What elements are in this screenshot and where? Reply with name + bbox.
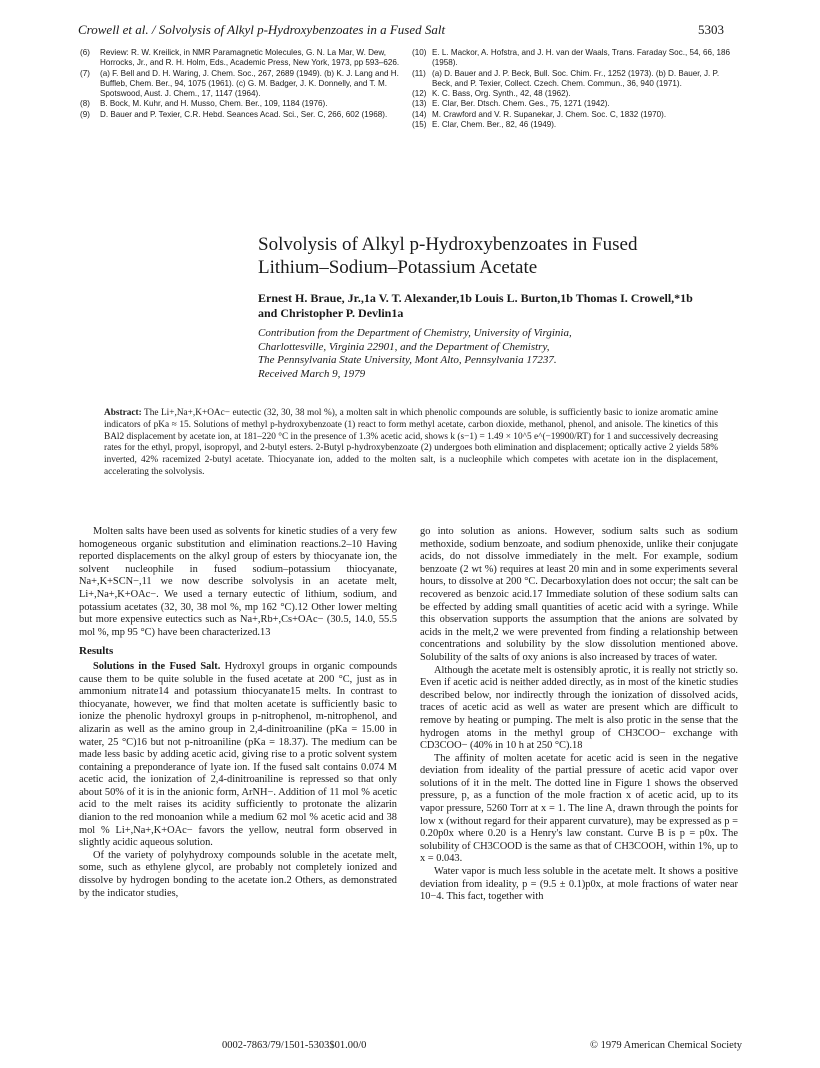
body-paragraph: The affinity of molten acetate for acetic acid is seen in the negative deviation from ideality of the partial pressure of acetic acid vapor over solutions of it in the melt. The dotted line in Figure 1 shows the observed pressure, p, as a function of the mole fraction x of acetic acid, up to its vapor pressure, 5260 Torr at x = 1. The line A, drawn through the points for low x (without regard for their apparent curvature), may be expressed as p = 0.20p0x where 0.20 is a Henry's law constant. Curve B is p = p0x. The solubility of CH3COOD is the same as that of CH3COOH, within 1%, up to x = 0.043. xyxy=(420,752,738,865)
section-heading-results: Results xyxy=(79,645,114,658)
body-paragraph: Although the acetate melt is ostensibly aprotic, it is really not strictly so. Even if acetic acid is neither added directly, as in most of the kinetic studies described below, nor indirectly through the ionization of dissolved acids, traces of acetic acid as well as water are present which are difficult to remove by heating or pumping. The melt is also protic in the sense that the hydrogen atoms in the methyl group of CH3COO− exchange with CD3COO− (40% in 10 h at 250 °C).18 xyxy=(420,664,738,752)
reference-number: (10) xyxy=(412,48,427,57)
running-head xyxy=(78,22,724,42)
reference-text: (a) F. Bell and D. H. Waring, J. Chem. Soc., 267, 2689 (1949). (b) K. J. Lang and H. Buffleb, Chem. Ber., 94, 1075 (1961). (c) G. M. Badger, J. K. Donnelly, and T. M. Spotswood, Aust. J. Chem., 17, 1147 (1964). xyxy=(100,68,399,99)
page-footer xyxy=(222,1040,742,1051)
reference-item xyxy=(80,99,408,109)
reference-number: (15) xyxy=(412,120,427,130)
reference-text: K. C. Bass, Org. Synth., 42, 48 (1962). xyxy=(432,89,571,99)
title-line-2: Lithium–Sodium–Potassium Acetate xyxy=(258,257,538,278)
reference-item xyxy=(412,89,740,99)
reference-item xyxy=(412,120,740,130)
reference-text: B. Bock, M. Kuhr, and H. Musso, Chem. Ber., 109, 1184 (1976). xyxy=(100,99,328,109)
body-column-right xyxy=(420,526,738,904)
reference-number: (12) xyxy=(412,89,427,99)
reference-item xyxy=(412,99,740,109)
running-head-title: Crowell et al. / Solvolysis of Alkyl p-Hydroxybenzoates in a Fused Salt xyxy=(78,22,446,37)
affiliation xyxy=(258,327,748,381)
reference-item xyxy=(412,48,740,69)
reference-number: (7) xyxy=(80,68,90,78)
reference-item xyxy=(80,48,408,69)
runin-heading: Solutions in the Fused Salt. xyxy=(93,660,221,672)
abstract-label: Abstract: xyxy=(104,408,142,418)
page-number: 5303 xyxy=(698,22,724,37)
article-header xyxy=(258,233,748,381)
body-paragraph: Water vapor is much less soluble in the acetate melt. It shows a positive deviation from ideality, p = (9.5 ± 0.1)p0x, at mole fractions of water near 10−4. This fact, together with xyxy=(420,866,738,903)
copyright: © 1979 American Chemical Society xyxy=(589,1040,742,1051)
reference-item xyxy=(412,69,740,90)
reference-text: E. L. Mackor, A. Hofstra, and J. H. van der Waals, Trans. Faraday Soc., 54, 66, 186 (1958). xyxy=(432,48,730,68)
affiliation-line: The Pennsylvania State University, Mont Alto, Pennsylvania 17237. xyxy=(258,354,557,367)
reference-number: (9) xyxy=(80,109,90,119)
reference-number: (11) xyxy=(412,68,426,78)
intro-paragraph: Molten salts have been used as solvents for kinetic studies of a very few homogeneous organic substitution and elimination reactions.2–10 Having reported displacements on the alkyl group of esters by thiocyanate ion, the solvent nucleophile in fused sodium–potassium thiocyanate, Na+,K+SCN−,11 we now describe solvolysis in an acetate melt, Li+,Na+,K+OAc−. We used a ternary eutectic of lithium, sodium, and potassium acetates (32, 30, 38 mol %, mp 162 °C).12 Other lower melting but more expensive eutectics such as Na+,Rb+,Cs+OAc− (30.5, 14.0, 55.5 mol %, mp 95 °C) have been characterized.13 xyxy=(79,526,397,638)
body-paragraph: Of the variety of polyhydroxy compounds soluble in the acetate melt, some, such as ethylene glycol, are probably not completely ionized and dissolve by hydrogen bonding to the acetate ion.2 Others, as demonstrated by the indicator studies, xyxy=(79,849,397,899)
reference-text: E. Clar, Chem. Ber., 82, 46 (1949). xyxy=(432,120,557,130)
body-column-left xyxy=(79,526,397,900)
reference-number: (14) xyxy=(412,109,427,119)
authors-line-1: Ernest H. Braue, Jr.,1a V. T. Alexander,1b Louis L. Burton,1b Thomas I. Crowell,*1b xyxy=(258,291,693,305)
reference-text: D. Bauer and P. Texier, C.R. Hebd. Seances Acad. Sci., Ser. C, 266, 602 (1968). xyxy=(100,109,388,119)
reference-text: (a) D. Bauer and J. P. Beck, Bull. Soc. Chim. Fr., 1252 (1973). (b) D. Bauer, J. P. Beck, and P. Texier, Collect. Czech. Chem. Commun., 36, 940 (1971). xyxy=(432,68,720,88)
reference-item xyxy=(80,69,408,100)
reference-text: M. Crawford and V. R. Supanekar, J. Chem. Soc. C, 1832 (1970). xyxy=(432,109,667,119)
reference-item xyxy=(412,110,740,120)
article-title xyxy=(258,233,748,279)
reference-text: E. Clar, Ber. Dtsch. Chem. Ges., 75, 1271 (1942). xyxy=(432,99,610,109)
abstract-text: The Li+,Na+,K+OAc− eutectic (32, 30, 38 mol %), a molten salt in which phenolic compounds are soluble, is sufficiently basic to ionize aromatic amine indicators of pKa ≈ 15. Solutions of methyl p-hydroxybenzoate (1) react to form methyl acetate, carbon dioxide, methanol, phenol, and anisole. The kinetics of this BAl2 displacement by acetate ion, at 181–220 °C in the presence of 1.3% acetic acid, shows k (s−1) = 1.49 × 10^5 e^(−19900/RT) for 1 and successively decreasing rates for the ethyl, propyl, isopropyl, and 2-butyl esters. 2-Butyl p-hydroxybenzoate (2) undergoes both elimination and displacement; optically active 2 yields 58% inverted, 42% racemized 2-butyl acetate. Thiocyanate ion, added to the molten salt, is a nucleophile which competes with acetate ion in the displacement, accelerating the solvolysis. xyxy=(104,408,719,477)
body-paragraph: go into solution as anions. However, sodium salts such as sodium methoxide, sodium benzoate, and sodium phenoxide, unlike their conjugate acids, do not dissolve immediately in the melt. For example, sodium benzoate (2 wt %) requires at least 20 min and in some experiments several hours, to dissolve at 200 °C. Decarboxylation does not occur; the salt can be recovered as benzoic acid.17 Immediate solution of these sodium salts can be effected by adding small quantities of acetic acid with a syringe. While this observation supports the assumption that the anions are solvated by acids in the melt,2 we were prevented from finding a relationship between concentrations and solubility by the slow dissolution mentioned above. Solubility of the salts of oxy anions is also increased by traces of water. xyxy=(420,526,738,663)
solutions-text: Hydroxyl groups in organic compounds cause them to be quite soluble in the fused acetate at 200 °C, just as in ammonium nitrate14 and potassium thiocyanate15 melts. In contrast to thiocyanate, however, we find that molten acetate is sufficiently basic to ionize the phenolic hydroxyl groups in p-nitrophenol, m-nitrophenol, and alizarin as well as the amino group in 2,4-dinitroaniline (pKa = 15.00 in water, 25 °C)16 but not p-nitroaniline (pKa = 18.37). The medium can be made less basic by adding acetic acid, giving rise to a protic solvent system containing a preponderance of lyate ion. If the fused salt contains 0.074 M acetic acid, the ionization of 2,4-dinitroaniline is repressed so that only about 50% of it is in the anionic form, ArNH−. Addition of 11 mol % acetic acid to the melt raises its acidity sufficiently to protonate the alizarin dianion to the red monoanion while a medium 62 mol % acetic acid and 38 mol % Li+,Na+,K+OAc− favors the yellow, neutral form observed in slightly acidic aqueous solution. xyxy=(79,660,398,849)
reference-list xyxy=(80,48,740,130)
reference-column-left xyxy=(80,48,408,130)
received-date: Received March 9, 1979 xyxy=(258,367,366,380)
reference-text: Review: R. W. Kreilick, in NMR Paramagnetic Molecules, G. N. La Mar, W. Dew, Horrocks, Jr., and R. H. Holm, Eds., Academic Press, New York, 1973, pp 593–626. xyxy=(100,48,400,68)
article-code: 0002-7863/79/1501-5303$01.00/0 xyxy=(222,1040,367,1051)
authors-line-2: and Christopher P. Devlin1a xyxy=(258,306,404,320)
affiliation-line: Contribution from the Department of Chemistry, University of Virginia, xyxy=(258,327,572,339)
author-list xyxy=(258,291,748,321)
reference-column-right xyxy=(412,48,740,130)
title-line-1: Solvolysis of Alkyl p-Hydroxybenzoates in Fused xyxy=(258,234,638,255)
reference-item xyxy=(80,110,408,120)
abstract xyxy=(104,408,718,479)
reference-number: (13) xyxy=(412,99,427,109)
affiliation-line: Charlottesville, Virginia 22901, and the Department of Chemistry, xyxy=(258,340,550,353)
reference-number: (6) xyxy=(80,48,90,57)
solutions-paragraph xyxy=(79,661,397,850)
reference-number: (8) xyxy=(80,99,90,109)
